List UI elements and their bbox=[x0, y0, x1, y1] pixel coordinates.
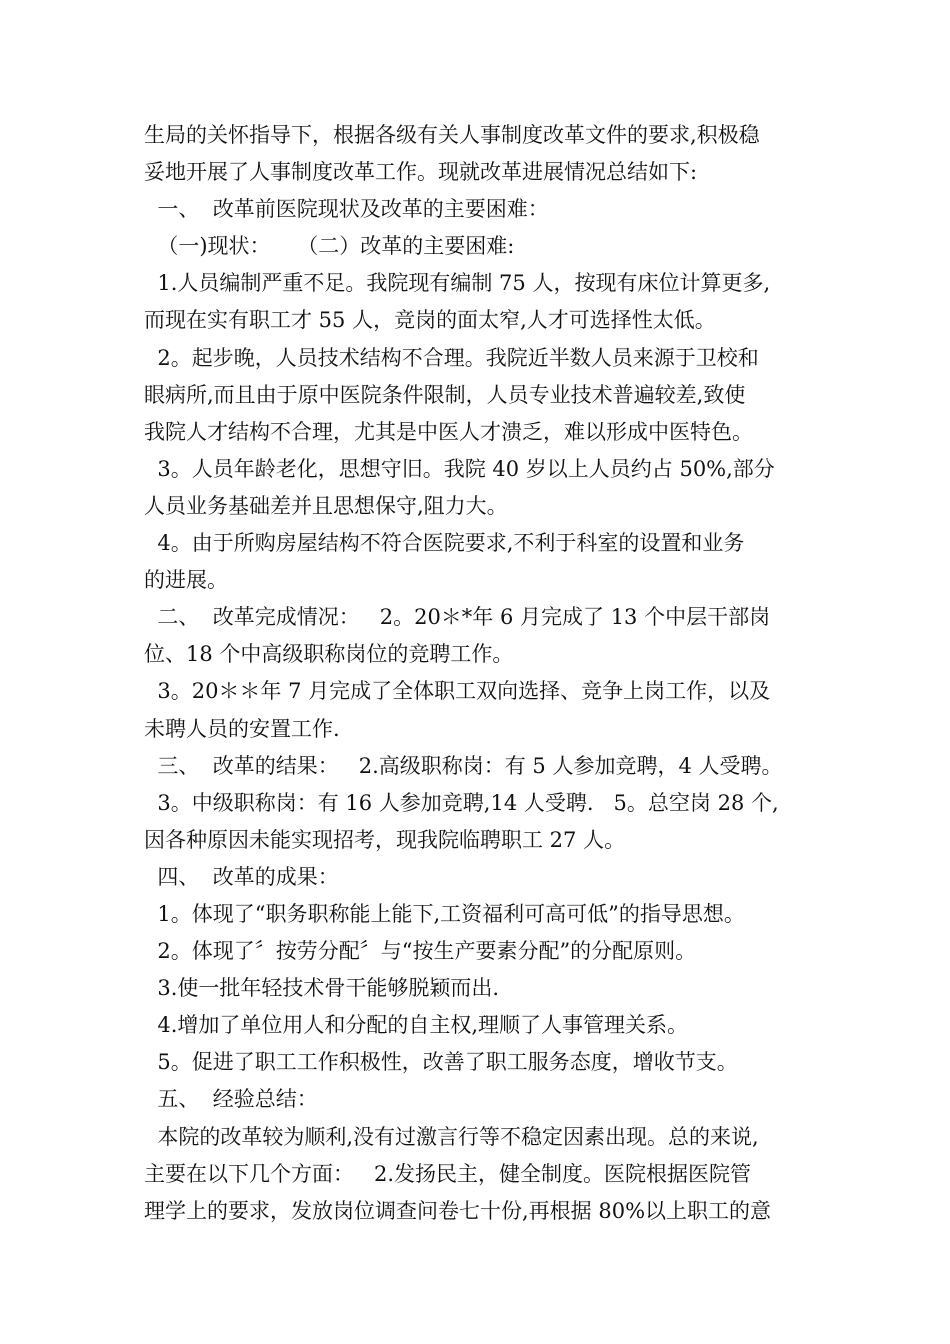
text-line: 4.增加了单位用人和分配的自主权,理顺了人事管理关系。 bbox=[144, 1013, 689, 1038]
text-line: 1。体现了“职务职称能上能下,工资福利可高可低”的指导思想。 bbox=[144, 901, 745, 926]
text-line: 人员业务基础差并且思想保守,阻力大。 bbox=[144, 493, 508, 518]
text-line: 理学上的要求，发放岗位调查问卷七十份,再根据 80%以上职工的意 bbox=[144, 1198, 772, 1223]
text-line: 因各种原因未能实现招考，现我院临聘职工 27 人。 bbox=[144, 827, 626, 852]
section-heading: 二、 改革完成情况： 2。20＊*年 6 月完成了 13 个中层干部岗 bbox=[144, 605, 771, 630]
text-line: 5。促进了职工工作积极性，改善了职工服务态度，增收节支。 bbox=[144, 1050, 738, 1075]
text-line: 3.使一批年轻技术骨干能够脱颖而出. bbox=[144, 976, 500, 1001]
text-line: 2。起步晚，人员技术结构不合理。我院近半数人员来源于卫校和 bbox=[144, 345, 759, 370]
text-line: 3。20＊＊年 7 月完成了全体职工双向选择、竞争上岗工作，以及 bbox=[144, 679, 771, 704]
text-line: 位、18 个中高级职称岗位的竞聘工作。 bbox=[144, 642, 514, 667]
text-line: 妥地开展了人事制度改革工作。现就改革进展情况总结如下: bbox=[144, 160, 698, 185]
text-line: 而现在实有职工才 55 人，竞岗的面太窄,人才可选择性太低。 bbox=[144, 308, 716, 333]
text-line: 1.人员编制严重不足。我院现有编制 75 人，按现有床位计算更多, bbox=[144, 271, 771, 296]
text-line: 主要在以下几个方面： 2.发扬民主，健全制度。医院根据医院管 bbox=[144, 1161, 752, 1186]
body-text bbox=[144, 117, 824, 1230]
text-line: 本院的改革较为顺利,没有过激言行等不稳定因素出现。总的来说, bbox=[144, 1124, 759, 1149]
text-line: 3。中级职称岗：有 16 人参加竞聘,14 人受聘. 5。总空岗 28 个, bbox=[144, 790, 779, 815]
section-heading: 四、 改革的成果： bbox=[144, 864, 339, 889]
text-line: 眼病所,而且由于原中医院条件限制，人员专业技术普遍较差,致使 bbox=[144, 382, 746, 407]
text-line: 3。人员年龄老化，思想守旧。我院 40 岁以上人员约占 50%,部分 bbox=[144, 456, 775, 481]
text-line: 的进展。 bbox=[144, 568, 228, 593]
subsection-heading: （一)现状： （二）改革的主要困难: bbox=[144, 234, 515, 259]
text-line: 未聘人员的安置工作. bbox=[144, 716, 340, 741]
section-heading: 一、 改革前医院现状及改革的主要困难： bbox=[144, 197, 549, 222]
text-line: 4。由于所购房屋结构不符合医院要求,不利于科室的设置和业务 bbox=[144, 531, 745, 556]
text-line: 我院人才结构不合理，尤其是中医人才溃乏，难以形成中医特色。 bbox=[144, 419, 753, 444]
section-heading: 三、 改革的结果： 2.高级职称岗：有 5 人参加竞聘，4 人受聘。 bbox=[144, 753, 783, 778]
text-line: 生局的关怀指导下，根据各级有关人事制度改革文件的要求,积极稳 bbox=[144, 123, 760, 147]
text-line: 2。体现了〞按劳分配〞与“按生产要素分配”的分配原则。 bbox=[144, 939, 697, 964]
section-heading: 五、 经验总结： bbox=[144, 1087, 318, 1112]
